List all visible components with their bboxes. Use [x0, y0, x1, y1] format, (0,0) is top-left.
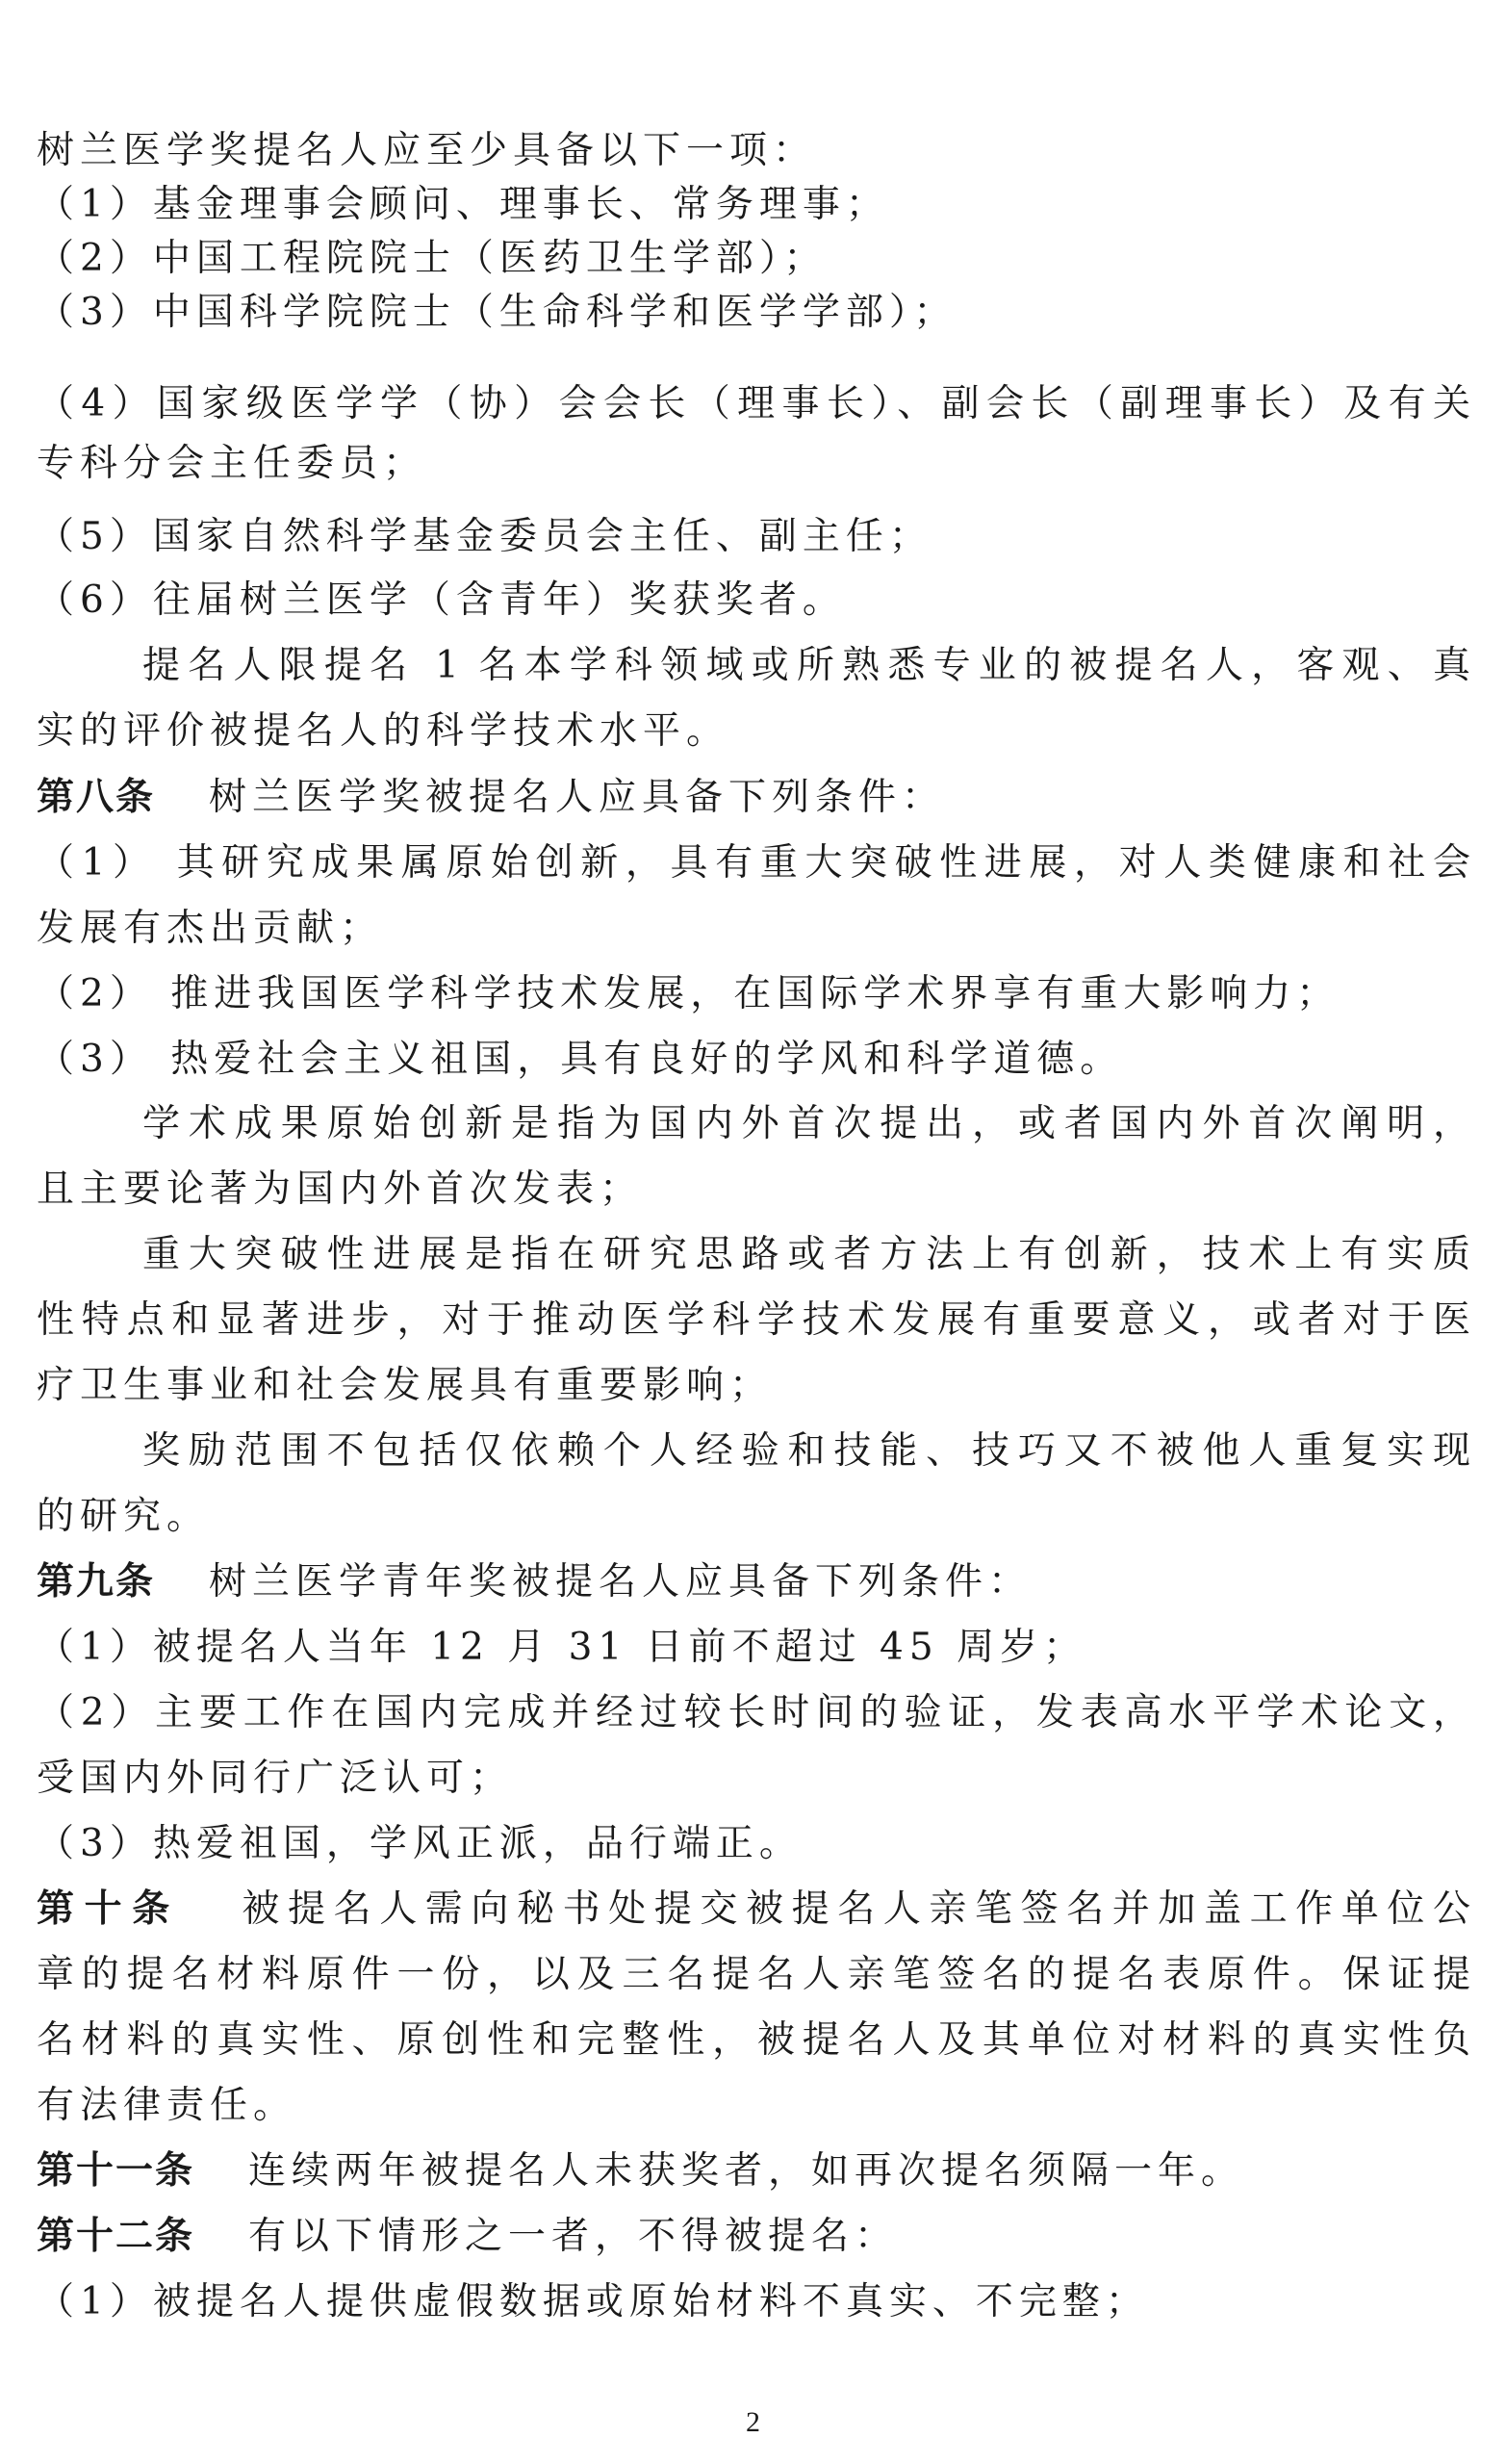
text-line: （3）中国科学院院士（生命科学和医学学部）；: [37, 291, 957, 334]
text-line: 学术成果原始创新是指为国内外首次提出，或者国内外首次阐明，: [142, 1102, 1470, 1145]
text-line: （1）被提名人当年 12 月 31 日前不超过 45 周岁；: [37, 1626, 1087, 1669]
page-number: 2: [746, 2406, 760, 2438]
text-line: 受国内外同行广泛认可；: [37, 1757, 514, 1800]
text-line: （1）基金理事会顾问、理事长、常务理事；: [37, 183, 889, 226]
text-line: 名材料的真实性、原创性和完整性，被提名人及其单位对材料的真实性负: [37, 2018, 1470, 2062]
text-line: 的研究。: [37, 1495, 211, 1538]
article-11: [37, 2139, 1470, 2204]
text-line: （2）中国工程院院士（医药卫生学部）；: [37, 237, 828, 280]
text-line: 提名人限提名 1 名本学科领域或所熟悉专业的被提名人，客观、真: [142, 644, 1470, 687]
text-line: （2） 推进我国医学科学技术发展，在国际学术界享有重大影响力；: [37, 972, 1340, 1015]
text-line: （2）主要工作在国内完成并经过较长时间的验证，发表高水平学术论文，: [37, 1691, 1470, 1734]
text-line: （3） 热爱社会主义祖国，具有良好的学风和科学道德。: [37, 1038, 1124, 1081]
article-9: [37, 1550, 1470, 1615]
text-line: （1）被提名人提供虚假数据或原始材料不真实、不完整；: [37, 2280, 1149, 2323]
article-heading: 第九条: [37, 1560, 156, 1604]
article-10: [37, 1877, 1470, 1942]
text-line: （6）往届树兰医学（含青年）奖获奖者。: [37, 578, 846, 622]
text-line: 有法律责任。: [37, 2084, 297, 2127]
text-line: 树兰医学奖提名人应至少具备以下一项：: [37, 129, 817, 172]
text-line: 重大突破性进展是指在研究思路或者方法上有创新，技术上有实质: [142, 1233, 1470, 1276]
text-line: 章的提名材料原件一份，以及三名提名人亲笔签名的提名表原件。保证提: [37, 1953, 1470, 1996]
text-line: 且主要论著为国内外首次发表；: [37, 1168, 644, 1211]
text-line: 性特点和显著进步，对于推动医学科学技术发展有重要意义，或者对于医: [37, 1298, 1470, 1342]
article-heading: 第八条: [37, 776, 156, 819]
text-line: （1） 其研究成果属原始创新，具有重大突破性进展，对人类健康和社会: [37, 841, 1470, 885]
text-line: 实的评价被提名人的科学技术水平。: [37, 709, 730, 753]
article-text: 连续两年被提名人未获奖者，如再次提名须隔一年。: [248, 2149, 1245, 2193]
text-line: （3）热爱祖国，学风正派，品行端正。: [37, 1822, 803, 1865]
article-text: 树兰医学青年奖被提名人应具备下列条件：: [209, 1560, 1033, 1604]
article-text: 有以下情形之一者，不得被提名：: [248, 2215, 899, 2258]
article-text: 被提名人需向秘书处提交被提名人亲笔签名并加盖工作单位公: [233, 1887, 1470, 1931]
text-line: （4）国家级医学学（协）会会长（理事长）、副会长（副理事长）及有关: [37, 382, 1470, 425]
text-line: 疗卫生事业和社会发展具有重要影响；: [37, 1364, 774, 1407]
article-heading: 第十二条: [37, 2215, 195, 2258]
text-line: 奖励范围不包括仅依赖个人经验和技能、技巧又不被他人重复实现: [142, 1429, 1470, 1473]
article-heading: 第十一条: [37, 2149, 195, 2193]
text-line: 发展有杰出贡献；: [37, 907, 384, 950]
text-line: 专科分会主任委员；: [37, 442, 427, 485]
article-12: [37, 2204, 1470, 2270]
text-line: （5）国家自然科学基金委员会主任、副主任；: [37, 515, 932, 558]
article-8: [37, 765, 1470, 831]
article-heading: 第十条: [37, 1887, 180, 1931]
article-text: 树兰医学奖被提名人应具备下列条件：: [209, 776, 946, 819]
